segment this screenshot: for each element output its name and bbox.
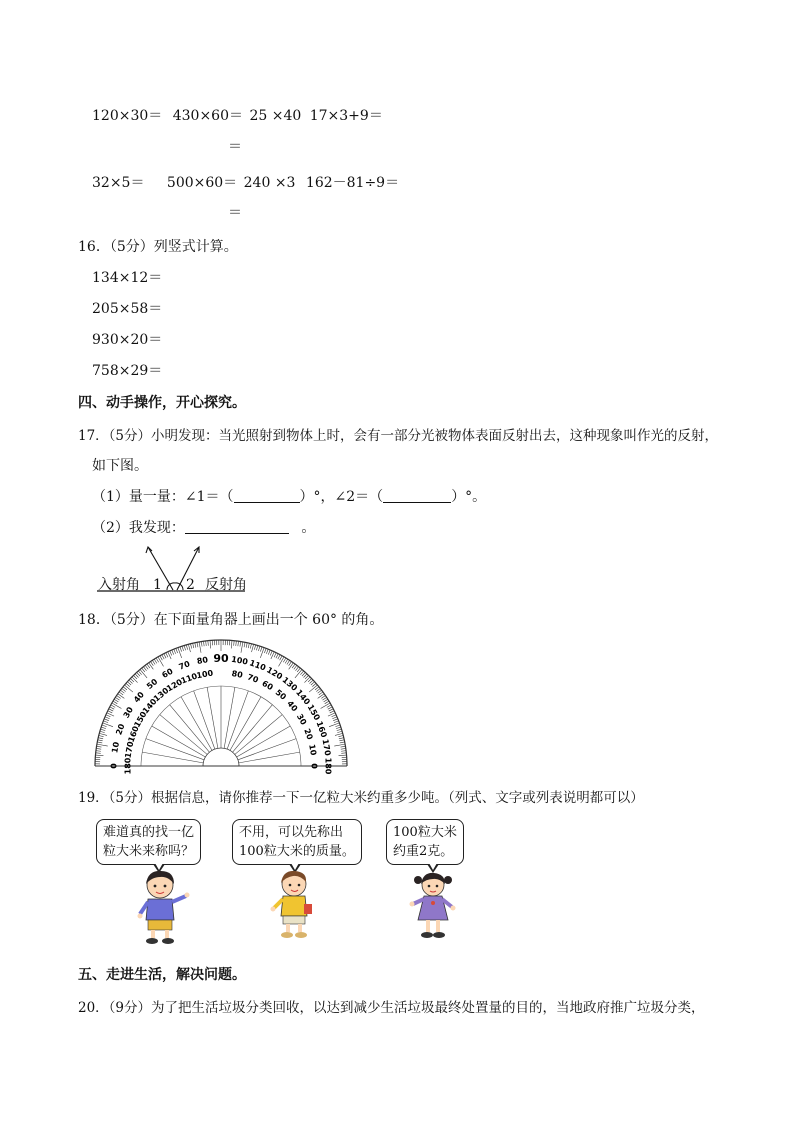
protractor-inner-label: 50 — [273, 687, 288, 702]
protractor-tick — [102, 725, 107, 727]
protractor-tick — [340, 742, 345, 743]
protractor-tick — [203, 641, 204, 646]
protractor-ray — [227, 691, 248, 749]
q16-title: 16．（5分）列竖式计算。 — [78, 239, 238, 255]
protractor-tick — [208, 641, 209, 646]
protractor-tick — [96, 751, 101, 752]
protractor-tick — [312, 683, 316, 686]
protractor-tick — [334, 721, 339, 723]
protractor-tick — [142, 668, 145, 672]
protractor-tick — [260, 648, 264, 658]
protractor-outer-label: 120 — [265, 665, 284, 682]
protractor-inner-label: 100 — [195, 668, 214, 681]
protractor-tick — [252, 644, 254, 652]
protractor-tick — [289, 663, 294, 670]
protractor[interactable] — [90, 632, 352, 776]
protractor-outer-label: 110 — [248, 658, 267, 673]
protractor-tick — [287, 660, 290, 664]
protractor-tick — [97, 742, 102, 743]
protractor-tick — [333, 719, 338, 721]
protractor-tick — [137, 672, 140, 676]
protractor-tick — [118, 694, 125, 699]
protractor-tick — [336, 727, 341, 729]
protractor-inner-label: 180 — [123, 757, 133, 775]
q18-title: 18．（5分）在下面量角器上画出一个 60° 的角。 — [78, 612, 384, 628]
protractor-tick — [318, 690, 322, 693]
protractor-tick — [111, 705, 115, 707]
protractor-tick — [149, 663, 154, 670]
protractor-ray — [224, 687, 235, 748]
protractor-tick — [123, 687, 127, 690]
protractor-tick — [115, 697, 119, 700]
protractor-tick — [332, 717, 337, 719]
protractor-tick — [110, 707, 114, 709]
section-5-heading: 五、走进生活，解决问题。 — [78, 967, 246, 983]
protractor-tick — [297, 668, 300, 672]
protractor-inner-label: 140 — [140, 696, 159, 716]
protractor-inner-label: 60 — [260, 678, 275, 693]
protractor-inner-label: 30 — [294, 712, 309, 727]
protractor-inner-label: 40 — [285, 699, 300, 714]
protractor-outer-label: 160 — [314, 720, 329, 739]
protractor-tick — [266, 649, 268, 654]
protractor-tick — [258, 646, 260, 651]
protractor-tick — [166, 653, 168, 657]
protractor-tick — [138, 671, 141, 675]
protractor-outer-label: 60 — [160, 666, 175, 681]
protractor-tick — [339, 738, 344, 739]
protractor-tick — [328, 707, 332, 709]
protractor-outer-label: 50 — [145, 677, 160, 692]
protractor-tick — [191, 644, 192, 649]
protractor-tick — [104, 719, 109, 721]
protractor-tick — [158, 657, 164, 667]
protractor-tick — [337, 729, 342, 730]
protractor-tick — [324, 699, 328, 702]
bubble-line: 约重2克。 — [393, 844, 454, 859]
protractor-ray — [146, 739, 204, 760]
protractor-tick — [309, 680, 313, 683]
protractor-tick — [316, 688, 320, 691]
protractor-inner-label: 80 — [230, 669, 244, 680]
protractor-tick — [182, 646, 184, 651]
protractor-tick — [236, 641, 237, 646]
protractor-tick — [234, 641, 235, 646]
protractor-tick — [101, 729, 106, 730]
calc-item: 120×30＝ — [92, 108, 163, 124]
protractor-tick — [276, 654, 278, 658]
protractor-inner-label: 20 — [302, 727, 315, 741]
protractor-tick — [329, 723, 339, 727]
protractor-tick — [103, 721, 108, 723]
boy-character-illustration — [134, 868, 194, 946]
protractor-tick — [97, 746, 102, 747]
protractor-tick — [302, 672, 305, 676]
protractor-ray — [238, 739, 296, 760]
protractor-tick — [321, 696, 325, 699]
section-4-heading: 四、动手操作，开心探究。 — [78, 395, 246, 411]
calc-item: 25 ×40 — [249, 108, 302, 124]
sub1-label: （1）量一量：∠1＝（ — [92, 489, 234, 505]
protractor-tick — [127, 682, 131, 685]
bubble-line: 不用，可以先称出 — [239, 825, 344, 840]
protractor-tick — [289, 662, 292, 666]
incident-angle-label: 入射角 — [98, 577, 140, 593]
protractor-tick — [337, 731, 342, 732]
protractor-tick — [133, 675, 136, 679]
protractor-tick — [210, 640, 211, 648]
q17-text-cont: 如下图。 — [92, 458, 148, 474]
protractor-tick — [176, 648, 178, 653]
sub2-label: （2）我发现： — [92, 520, 185, 536]
protractor-tick — [197, 642, 198, 647]
sub1-label-end: ）°。 — [451, 489, 487, 505]
protractor-tick — [98, 740, 103, 741]
protractor-tick — [270, 651, 272, 656]
calc-continuation: ＝ — [228, 139, 242, 155]
protractor-tick — [99, 736, 104, 737]
protractor-tick — [147, 664, 150, 668]
oral-calc-row2 — [92, 172, 399, 192]
protractor-tick — [106, 715, 111, 717]
protractor-tick — [170, 651, 172, 656]
protractor-tick — [248, 643, 249, 648]
protractor-tick — [315, 687, 319, 690]
protractor-tick — [329, 709, 333, 711]
protractor-tick — [341, 746, 346, 747]
protractor-tick — [206, 641, 207, 646]
q16-item: 134×12＝ — [92, 270, 163, 286]
oral-calc-row1 — [92, 105, 383, 125]
protractor-tick — [292, 664, 295, 668]
calc-item: 430×60＝ — [172, 108, 244, 124]
protractor-tick — [264, 648, 266, 653]
protractor-outer-label: 170 — [320, 738, 333, 757]
protractor-tick — [295, 667, 298, 671]
girl-character-illustration — [406, 870, 462, 942]
protractor-outer-label: 150 — [305, 703, 322, 722]
protractor-inner-label: 120 — [165, 677, 184, 694]
protractor-outer-label: 10 — [110, 741, 122, 754]
protractor-inner-label: 110 — [179, 671, 199, 686]
protractor-tick — [100, 731, 105, 732]
speech-bubble-1 — [96, 819, 201, 865]
protractor-tick — [108, 711, 112, 713]
calc-item: 32×5＝ — [92, 175, 145, 191]
protractor-tick — [195, 643, 196, 648]
protractor-tick — [280, 656, 282, 660]
protractor-tick — [274, 653, 276, 657]
protractor-tick — [341, 751, 346, 752]
protractor-tick — [268, 650, 270, 655]
protractor-tick — [122, 688, 126, 691]
protractor-tick — [129, 680, 133, 683]
protractor-tick — [308, 678, 312, 681]
protractor-tick — [254, 645, 255, 650]
protractor-tick — [109, 709, 113, 711]
finding-answer-blank[interactable] — [185, 519, 289, 534]
q20-text: 20．（9分）为了把生活垃圾分类回收，以达到减少生活垃圾最终处置量的目的，当地政府推广垃圾分类， — [78, 1000, 705, 1016]
protractor-tick — [341, 748, 346, 749]
protractor-tick — [156, 658, 159, 662]
protractor-tick — [152, 660, 155, 664]
protractor-tick — [178, 648, 182, 658]
protractor-tick — [101, 727, 106, 729]
protractor-tick — [186, 645, 187, 650]
protractor-tick — [145, 665, 148, 669]
protractor-tick — [238, 641, 239, 646]
protractor-tick — [130, 678, 134, 681]
protractor-tick — [193, 643, 194, 648]
protractor-tick — [311, 682, 315, 685]
protractor-tick — [304, 677, 310, 683]
protractor-ray — [207, 687, 218, 748]
protractor-tick — [256, 646, 257, 651]
protractor-outer-label: 130 — [280, 675, 300, 693]
protractor-tick — [96, 753, 101, 754]
protractor-tick — [341, 753, 346, 754]
protractor-tick — [162, 655, 164, 659]
protractor-tick — [279, 657, 285, 667]
protractor-tick — [120, 690, 124, 693]
protractor-outer-label: 20 — [114, 722, 127, 737]
protractor-inner-label: 130 — [151, 685, 171, 704]
protractor-outer-label: 180 — [323, 757, 333, 775]
protractor-outer-label: 30 — [121, 705, 136, 720]
protractor-tick — [172, 650, 174, 655]
protractor-tick — [319, 692, 323, 695]
protractor-tick — [96, 748, 101, 749]
boy-yellow-character-illustration — [268, 868, 324, 940]
q16-item: 205×58＝ — [92, 301, 163, 317]
protractor-tick — [97, 744, 108, 746]
protractor-tick — [154, 659, 157, 663]
protractor-tick — [244, 642, 245, 647]
calc-continuation: ＝ — [228, 205, 242, 221]
protractor-tick — [325, 701, 329, 704]
protractor-tick — [322, 697, 326, 700]
bubble-line: 100粒大米的质量。 — [239, 844, 355, 859]
protractor-inner-label: 170 — [123, 740, 136, 759]
protractor-tick — [330, 711, 334, 713]
protractor-tick — [135, 674, 138, 678]
protractor-ray — [194, 691, 215, 749]
protractor-tick — [339, 755, 347, 756]
protractor-tick — [180, 647, 182, 652]
protractor-outer-label: 70 — [177, 659, 192, 672]
reflection-angle-label: 反射角 — [205, 577, 247, 593]
protractor-tick — [339, 740, 344, 741]
protractor-tick — [332, 715, 337, 717]
protractor-tick — [117, 696, 121, 699]
protractor-outer-label: 0 — [109, 763, 119, 769]
protractor-outer-label: 100 — [230, 654, 249, 667]
protractor-tick — [231, 640, 232, 648]
protractor-tick — [174, 649, 176, 654]
protractor-tick — [201, 642, 202, 647]
q17-text: 17．（5分）小明发现：当光照射到物体上时，会有一部分光被物体表面反射出去，这种现象叫作光的反射， — [78, 428, 719, 444]
protractor-tick — [103, 723, 113, 727]
protractor-inner-label: 0 — [309, 763, 319, 769]
protractor-tick — [246, 643, 247, 648]
protractor-tick — [278, 655, 280, 659]
protractor-tick — [305, 675, 308, 679]
bubble-line: 粒大米来称吗？ — [103, 844, 195, 859]
protractor-tick — [112, 703, 122, 709]
protractor-tick — [335, 733, 343, 735]
protractor-tick — [160, 656, 162, 660]
bubble-line: 100粒大米 — [393, 825, 457, 840]
protractor-tick — [95, 755, 103, 756]
protractor-tick — [98, 738, 103, 739]
protractor-tick — [126, 683, 130, 686]
protractor-tick — [240, 642, 241, 647]
protractor-tick — [151, 662, 154, 666]
protractor-tick — [113, 701, 117, 704]
protractor-tick — [294, 665, 297, 669]
q16-item: 758×29＝ — [92, 363, 163, 379]
protractor-tick — [119, 692, 123, 695]
protractor-tick — [184, 646, 185, 651]
protractor-outer-label: 140 — [294, 687, 312, 707]
sub1-label-mid: ）°，∠2＝（ — [299, 489, 384, 505]
protractor-tick — [304, 674, 307, 678]
protractor-tick — [188, 644, 190, 652]
protractor-tick — [99, 733, 107, 735]
sub2-end: 。 — [301, 520, 316, 536]
angle2-number: 2 — [186, 577, 195, 593]
q17-sub2 — [92, 517, 315, 537]
protractor-inner-label: 10 — [307, 743, 318, 757]
protractor-tick — [114, 699, 118, 702]
protractor-tick — [335, 725, 340, 727]
speech-bubble-2 — [232, 819, 362, 865]
q19-title: 19．（5分）根据信息，请你推荐一下一亿粒大米约重多少吨。（列式、文字或列表说明都可以） — [78, 790, 644, 806]
protractor-tick — [318, 694, 325, 699]
calc-item: 240 ×3 — [243, 175, 296, 191]
q17-sub1 — [92, 486, 486, 506]
protractor-tick — [285, 659, 288, 663]
protractor-tick — [250, 644, 251, 649]
protractor-tick — [260, 647, 262, 652]
protractor-inner-label: 150 — [132, 710, 149, 729]
bubble-line: 难道真的找一亿 — [103, 825, 195, 840]
protractor-tick — [327, 705, 331, 707]
protractor-outer-label: 90 — [213, 652, 229, 665]
speech-bubble-3 — [386, 819, 464, 865]
protractor-tick — [164, 654, 166, 658]
calc-item: 162－81÷9＝ — [305, 175, 400, 191]
calc-item: 17×3+9＝ — [309, 108, 383, 124]
protractor-outer-label: 40 — [132, 690, 147, 705]
protractor-inner-label: 70 — [246, 672, 260, 685]
protractor-tick — [105, 717, 110, 719]
protractor-ray — [142, 752, 203, 763]
protractor-tick — [143, 667, 146, 671]
protractor-tick — [300, 671, 303, 675]
protractor-outer-label: 80 — [196, 655, 209, 667]
protractor-tick — [241, 642, 243, 653]
angle1-answer-blank[interactable] — [234, 488, 300, 503]
protractor-ray — [239, 752, 300, 763]
angle2-answer-blank[interactable] — [383, 488, 451, 503]
protractor-tick — [338, 736, 343, 737]
calc-item: 500×60＝ — [166, 175, 238, 191]
protractor-tick — [132, 677, 138, 683]
protractor-tick — [334, 744, 345, 746]
q16-item: 930×20＝ — [92, 332, 163, 348]
protractor-tick — [321, 703, 331, 709]
protractor-tick — [199, 642, 201, 653]
protractor-inner-label: 160 — [126, 724, 141, 744]
protractor-tick — [283, 658, 286, 662]
angle1-number: 1 — [153, 577, 162, 593]
